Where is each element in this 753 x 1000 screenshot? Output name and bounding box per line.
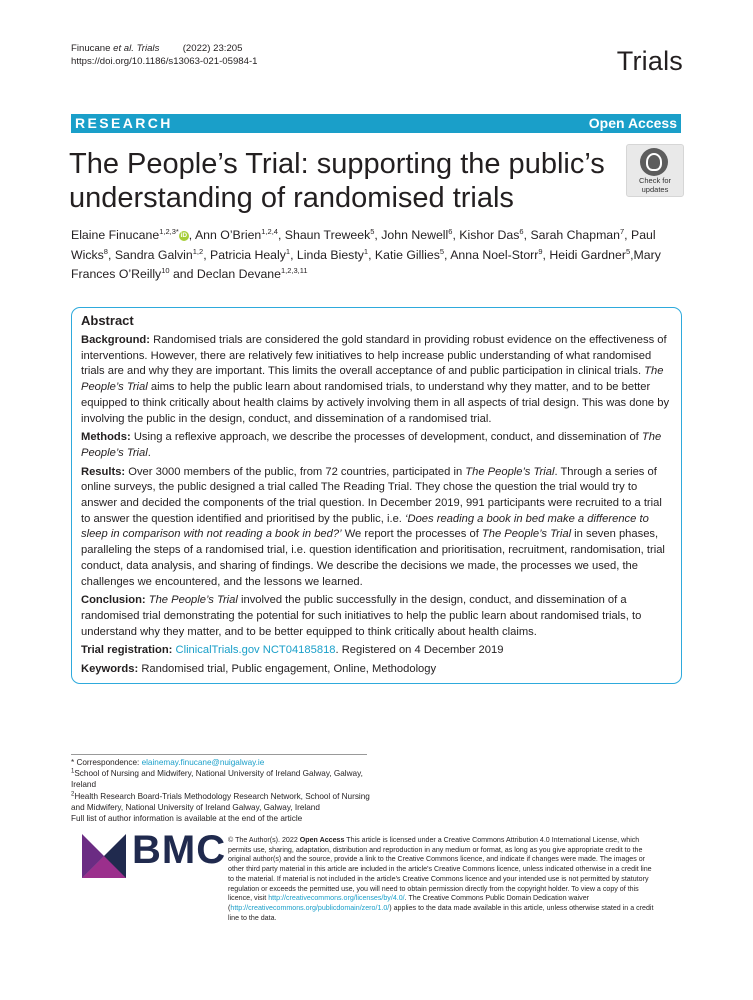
- author-affiliation: 7: [620, 226, 625, 236]
- abstract-results: [81, 465, 672, 591]
- author-separator: ,: [374, 228, 382, 242]
- author-affiliation: 8: [103, 246, 108, 256]
- author-name: Sandra Galvin: [114, 247, 193, 262]
- conclusion-label: Conclusion:: [81, 594, 146, 607]
- author[interactable]: [71, 228, 189, 242]
- author-separator: ,: [630, 247, 634, 262]
- license-text-1: This article is licensed under a Creative Commons Attribution 4.0 International License, which permits use, sharing, adaptation, distribution and reproduction in any medium or format, as long as you give appropriate credit to the original author(s) and the source, provide a link to the Creative Commons licence, and indicate if changes were made. The images or other third party material in this article are included in the article's Creative Commons licence, unless indicated otherwise in a credit line to the material. If material is not included in the article's Creative Commons licence and your intended use is not permitted by statutory regulation or exceeds the permitted use, you will need to obtain permission directly from the copyright holder. To view a copy of this licence, visit: [228, 836, 652, 903]
- journal-name: Trials: [616, 46, 683, 76]
- results-emphasis-2: ‘Does reading a book in bed make a difference to sleep in comparison with not reading a book in bed?’: [81, 512, 649, 541]
- author-name: Shaun Treweek: [284, 228, 371, 242]
- author[interactable]: [450, 248, 542, 262]
- author-name: John Newell: [381, 228, 449, 242]
- author-name: Elaine Finucane: [71, 228, 160, 242]
- abstract-registration: [81, 643, 672, 659]
- background-text-1: Randomised trials are considered the gold standard in providing robust evidence on the effectiveness of interventions. However, there are relatively few initiatives to help increase public understanding of what randomised trials are and why they are important. This limits the overall acceptance of and public participation in clinical trials.: [81, 334, 667, 378]
- keywords-label: Keywords:: [81, 663, 139, 676]
- conclusion-text: involved the public successfully in the design, conduct, and dissemination of a randomised trial demonstrating the potential for such initiatives to help the public learn about randomised trials, to understand why they matter, and to be better equipped to think critically about health claims.: [81, 594, 642, 638]
- results-text-1: Over 3000 members of the public, from 72 countries, participated in: [128, 465, 463, 478]
- registration-text: . Registered on 4 December 2019: [335, 644, 504, 657]
- author-name: Linda Biesty: [296, 247, 364, 262]
- badge-line-2: updates: [641, 184, 669, 194]
- license-lead: © The Author(s). 2022: [228, 836, 298, 844]
- author-name: Paul Wicks: [71, 228, 656, 262]
- author[interactable]: [195, 228, 278, 242]
- license-text-3: ) applies to the data made available in this article, unless otherwise stated in a credit line to the data.: [228, 903, 654, 922]
- author-separator: ,: [290, 247, 297, 262]
- article-type-banner: [71, 114, 681, 133]
- abstract-box: [71, 307, 682, 684]
- keywords-text: Randomised trial, Public engagement, Online, Methodology: [141, 663, 437, 676]
- author-separator: ,: [188, 228, 195, 242]
- author[interactable]: [115, 248, 203, 262]
- results-text-3: We report the processes of: [344, 528, 479, 541]
- footnotes: [71, 757, 371, 824]
- author-separator: ,: [542, 247, 550, 262]
- full-author-info-note: Full list of author information is available at the end of the article: [71, 814, 303, 824]
- author-affiliation: 1,2: [192, 246, 204, 256]
- author-name: Ann O’Brien: [194, 228, 262, 242]
- author[interactable]: [375, 248, 444, 262]
- registration-link[interactable]: ClinicalTrials.gov NCT04185818: [175, 644, 336, 657]
- abstract-methods: [81, 430, 672, 461]
- author-separator: ,: [523, 228, 531, 242]
- license-text-2: . The Creative Commons Public Domain Dedication waiver (: [228, 894, 590, 912]
- open-access-label: Open Access: [588, 115, 677, 131]
- abstract-background: [81, 333, 672, 427]
- author-affiliation: 9: [538, 246, 543, 256]
- author-name: Kishor Das: [459, 228, 520, 242]
- author-separator: ,: [277, 228, 285, 242]
- affiliation-2: [71, 791, 371, 813]
- license-link-cc-zero[interactable]: http://creativecommons.org/publicdomain/zero/1.0/: [230, 903, 390, 912]
- background-emphasis: The People’s Trial: [81, 365, 664, 394]
- author-affiliation: 5: [439, 246, 445, 256]
- results-text-4: in seven phases, paralleling the steps of a randomised trial, i.e. question identification and prioritisation, recruitment, randomisation, trial conduct, data analysis, and sharing of findings. We describe the decisions we made, the processes we used, the challenges we encountered, and the lessons we learned.: [81, 528, 665, 588]
- author-name: Katie Gillies: [374, 247, 440, 262]
- article-title: The People’s Trial: supporting the public’s understanding of randomised trials: [69, 148, 605, 214]
- update-bookmark-icon: [640, 148, 668, 176]
- registration-label: Trial registration:: [81, 644, 173, 657]
- author[interactable]: [530, 228, 624, 242]
- author-name: Patricia Healy: [210, 247, 286, 262]
- methods-text-1: Using a reflexive approach, we describe the processes of development, conduct, and dissemination of: [133, 431, 639, 444]
- author-separator: ,: [368, 247, 375, 262]
- affiliation-1: [71, 768, 371, 790]
- author-separator: ,: [203, 247, 211, 262]
- citation-journal: Trials: [136, 43, 160, 54]
- author[interactable]: [381, 228, 452, 242]
- author-separator: ,: [107, 247, 115, 262]
- license-link-cc-by[interactable]: http://creativecommons.org/licenses/by/4.0/: [268, 894, 405, 903]
- abstract-conclusion: [81, 593, 672, 640]
- author-affiliation: 1,2,4: [261, 226, 278, 236]
- author-affiliation: 5: [370, 226, 375, 236]
- author-affiliation: 1,2,3,11: [281, 265, 308, 275]
- methods-text-2: .: [147, 446, 151, 459]
- author-name: Anna Noel-Storr: [450, 247, 539, 262]
- author-affiliation: 6: [448, 226, 453, 236]
- results-emphasis-3: The People’s Trial: [481, 528, 572, 541]
- author-separator: and: [169, 267, 197, 281]
- correspondence-label: * Correspondence:: [71, 758, 140, 767]
- author-separator: ,: [624, 228, 632, 242]
- conclusion-emphasis: The People’s Trial: [148, 594, 238, 607]
- background-label: Background:: [81, 334, 150, 346]
- methods-label: Methods:: [81, 431, 131, 444]
- license-statement: [228, 836, 658, 923]
- results-text-2: . Through a series of online surveys, the public designed a trial called The Reading Trial. They chose the question the trial would try to answer and decided the components of the trial question. In December 2019, 991 participants were recruited to a trial to answer the question identified and prioritised by the public, i.e.: [81, 465, 662, 525]
- citation-year-volume: (2022) 23:205: [182, 43, 243, 54]
- results-label: Results:: [81, 465, 126, 478]
- license-open-access: Open Access: [299, 836, 345, 844]
- author-affiliation: 1: [363, 246, 369, 256]
- bmc-logo-text: BMC: [132, 828, 227, 872]
- article-type-label: RESEARCH: [75, 115, 173, 131]
- author-name: Declan Devane: [196, 267, 281, 281]
- author-affiliation: 5: [625, 246, 631, 256]
- affiliation-2-text: Health Research Board-Trials Methodology Research Network, School of Nursing and Midwifery, National University of Ireland Galway, Galway, Ireland: [71, 791, 370, 812]
- author-name: Sarah Chapman: [530, 228, 620, 242]
- footnote-divider: [71, 754, 367, 755]
- affiliation-2-number: 2: [71, 790, 75, 797]
- affiliation-1-text: School of Nursing and Midwifery, National University of Ireland Galway, Galway, Ireland: [71, 769, 363, 790]
- results-emphasis-1: The People’s Trial: [465, 465, 555, 478]
- author-affiliation: 1: [285, 246, 291, 256]
- citation-author: Finucane: [71, 43, 111, 54]
- abstract-heading: Abstract: [81, 313, 134, 328]
- author-name: Mary Frances O’Reilly: [71, 247, 661, 281]
- author-name: Heidi Gardner: [549, 247, 626, 262]
- check-for-updates-button[interactable]: [626, 144, 684, 197]
- author-separator: ,: [452, 228, 460, 242]
- author-list: [71, 226, 683, 285]
- affiliation-1-number: 1: [71, 768, 75, 775]
- correspondence: [71, 757, 371, 768]
- author[interactable]: [197, 267, 308, 281]
- doi-link[interactable]: https://doi.org/10.1186/s13063-021-05984-1: [71, 56, 258, 67]
- author-affiliation: 10: [161, 265, 170, 275]
- author-affiliation: 1,2,3*: [159, 226, 179, 236]
- author[interactable]: [297, 248, 368, 262]
- author-affiliation: 6: [519, 226, 524, 236]
- correspondence-email[interactable]: elainemay.finucane@nuigalway.ie: [141, 758, 265, 767]
- author-separator: ,: [444, 247, 451, 262]
- running-header: [71, 42, 258, 68]
- author[interactable]: [459, 228, 523, 242]
- author[interactable]: [549, 248, 630, 262]
- badge-line-1: Check for: [638, 176, 672, 185]
- methods-emphasis: The People’s Trial: [81, 431, 662, 459]
- author[interactable]: [285, 228, 375, 242]
- author[interactable]: [210, 248, 290, 262]
- citation-etal: et al.: [113, 43, 134, 54]
- orcid-icon[interactable]: iD: [180, 231, 188, 239]
- background-text-2: aims to help the public learn about randomised trials, to understand why they matter, and to be better equipped to think critically about health claims by actively involving them in all aspects of trial design. This was done by involving the public in the design, conduct, and dissemination of a randomised trial.: [81, 381, 670, 425]
- abstract-keywords: [81, 662, 672, 678]
